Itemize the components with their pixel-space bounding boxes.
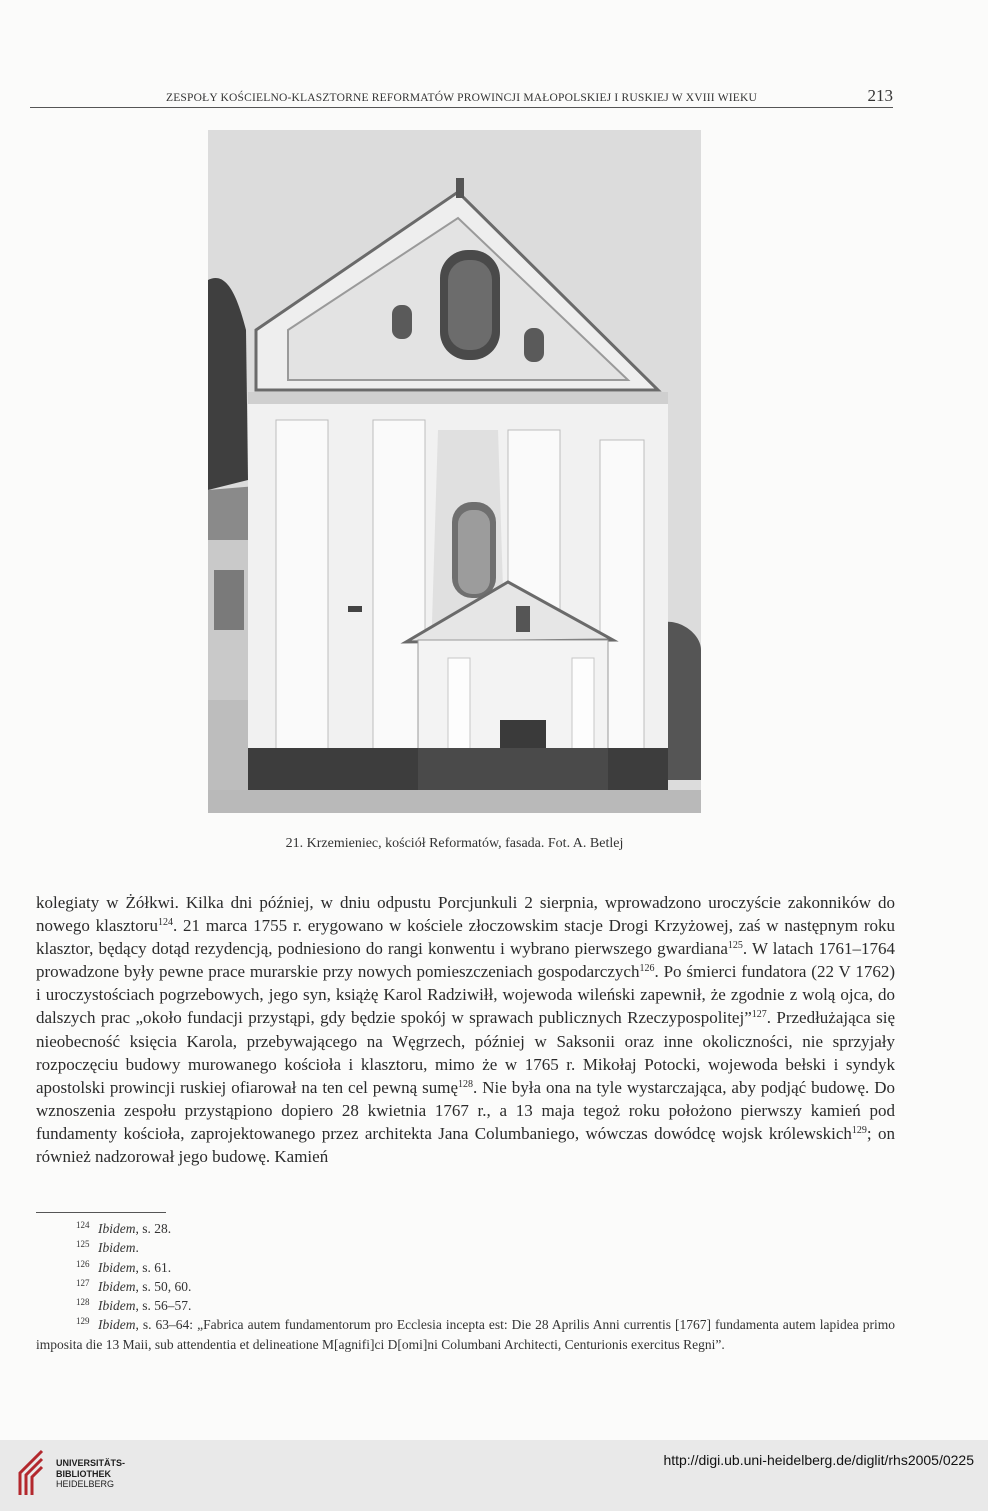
footnote bbox=[36, 1277, 895, 1296]
footnote-ref[interactable]: 124 bbox=[157, 917, 173, 929]
footnote bbox=[36, 1219, 895, 1238]
body-text-segment: . Nie była ona na tyle wystarczająca, aby podjąć budowę. Do wznoszenia zespołu przystąpiono dopiero 28 kwietnia 1767 r., a 13 maja tegoż roku położono pierwszy kamień pod fundamenty kościoła, zaprojektowanego przez architekta Jana Columbaniego, wówczas dowódcę wojsk królewskich bbox=[36, 1077, 895, 1143]
logo-line: BIBLIOTHEK bbox=[56, 1468, 111, 1479]
footnote-ref-text: Ibidem bbox=[98, 1278, 136, 1294]
library-logo-icon bbox=[12, 1447, 46, 1499]
header-rule bbox=[30, 107, 893, 108]
footnote-ref-text: Ibidem bbox=[98, 1298, 136, 1314]
facade-illustration bbox=[208, 130, 701, 813]
footnote-ref-text: Ibidem bbox=[98, 1221, 136, 1236]
footnote-text: , s. 28. bbox=[135, 1221, 172, 1236]
footnote-text: , s. 61. bbox=[135, 1259, 172, 1275]
footnote bbox=[36, 1315, 895, 1354]
running-title: ZESPOŁY KOŚCIELNO-KLASZTORNE REFORMATÓW PROWINCJI MAŁOPOLSKIEJ I RUSKIEJ W XVIII WIEKU bbox=[165, 92, 758, 104]
footnote-number: 125 bbox=[76, 1239, 90, 1250]
logo-line: HEIDELBERG bbox=[56, 1479, 115, 1489]
body-paragraph bbox=[36, 891, 895, 1168]
footnote-ref[interactable]: 127 bbox=[751, 1009, 767, 1021]
body-text-segment: ; on również nadzorował jego budowę. Kamień bbox=[36, 1123, 895, 1167]
body-text-segment: . 21 marca 1755 r. erygowano w kościele złoczowskim stacje Drogi Krzyżowej, zaś w następnym roku klasztor, będący dotąd rezydencją, podniesiono do rangi konwentu i wybrano pierwszego gwardiana bbox=[36, 916, 895, 959]
viewer-footer bbox=[0, 1440, 988, 1511]
footnote-text: . bbox=[135, 1240, 139, 1256]
footnote bbox=[36, 1238, 895, 1257]
footnote-text: , s. 56–57. bbox=[135, 1298, 192, 1314]
footnote-number: 127 bbox=[76, 1277, 90, 1288]
footnotes bbox=[36, 1219, 895, 1354]
body-text-segment: kolegiaty w Żółkwi. Kilka dni później, w dniu odpustu Porcjunkuli 2 sierpnia, wprowadzono uroczyście zakonników do nowego klasztoru bbox=[36, 893, 895, 936]
body-text-segment: . Po śmierci fundatora (22 V 1762) i uroczystościach pogrzebowych, jego syn, książę Karol Radziwiłł, wojewoda wileński zapewnił, że zgodnie z wolą ojca, do dalszych prac „około fundacji przystąpi, gdy będzie spokój w sprawach publicznych Rzeczypospolitej” bbox=[36, 962, 895, 1028]
library-logo-text bbox=[56, 1458, 125, 1490]
footnote-ref[interactable]: 129 bbox=[851, 1124, 867, 1136]
body-text-segment: . W latach 1761–1764 prowadzone były pewne prace murarskie przy nowych pomieszczeniach gospodarczych bbox=[36, 939, 895, 982]
footnote bbox=[36, 1258, 895, 1277]
footnote-rule bbox=[36, 1212, 166, 1213]
footnote bbox=[36, 1296, 895, 1315]
footnote-text: , s. 63–64: „Fabrica autem fundamentorum pro Ecclesia incepta est: Die 28 Aprilis Anni currentis [1767] fundamenta autem lapidea primo imposita die 13 Maii, sub attendentia et delineatione M[agnifi]ci D[omi]ni Columbani Architecti, Centurionis exercitus Regni”. bbox=[36, 1317, 895, 1352]
church-facade-photo bbox=[208, 130, 701, 813]
figure-caption: 21. Krzemieniec, kościół Reformatów, fasada. Fot. A. Betlej bbox=[285, 836, 624, 851]
body-text-segment: . Przedłużająca się nieobecność księcia Karola, przebywającego na Węgrzech, później w Saksonii oraz inne okoliczności, nie sprzyjały rozpoczęciu budowy murowanego kościoła i klasztoru, mimo że w 1765 r. Mikołaj Potocki, wojewoda bełski i syndyk apostolski prowincji ruskiej ofiarował na ten cel pewną sumę bbox=[36, 1008, 896, 1097]
footnote-number: 126 bbox=[76, 1258, 90, 1269]
footnote-text: , s. 50, 60. bbox=[135, 1278, 192, 1294]
footnote-ref[interactable]: 128 bbox=[458, 1078, 474, 1090]
page-number: 213 bbox=[867, 86, 893, 105]
permalink-url[interactable]: http://digi.ub.uni-heidelberg.de/diglit/rhs2005/0225 bbox=[663, 1452, 974, 1468]
footnote-ref-text: Ibidem bbox=[98, 1259, 136, 1275]
footnote-number: 129 bbox=[76, 1316, 90, 1327]
footnote-ref[interactable]: 125 bbox=[727, 940, 743, 952]
footnote-number: 128 bbox=[76, 1297, 90, 1308]
footnote-number: 124 bbox=[76, 1220, 90, 1230]
footnote-ref-text: Ibidem bbox=[98, 1317, 136, 1333]
logo-line: UNIVERSITÄTS- bbox=[56, 1458, 126, 1468]
footnote-ref-text: Ibidem bbox=[98, 1240, 136, 1256]
footnote-ref[interactable]: 126 bbox=[639, 963, 655, 975]
